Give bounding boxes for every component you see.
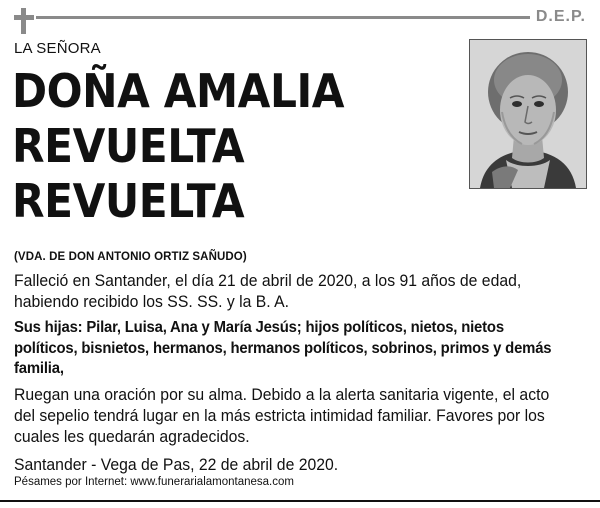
portrait-photo — [469, 39, 587, 189]
portrait-illustration — [470, 40, 586, 188]
cross-icon — [13, 8, 35, 34]
condolences-web: Pésames por Internet: www.funerarialamontanesa.com — [14, 476, 294, 488]
deceased-name — [12, 64, 344, 229]
name-line-3: REVUELTA — [12, 174, 245, 228]
prayer-request: Ruegan una oración por su alma. Debido a la alerta sanitaria vigente, el acto del sepelio tendrá lugar en la más estricta intimidad familiar. Favores por los cuales les quedarán agradecidos. — [14, 386, 550, 446]
footer-rule — [0, 500, 600, 502]
dep-label: D.E.P. — [535, 8, 586, 25]
widow-of: (VDA. DE DON ANTONIO ORTIZ SAÑUDO) — [14, 251, 247, 263]
name-line-1: DOÑA AMALIA — [12, 64, 345, 118]
name-line-2: REVUELTA — [12, 119, 245, 173]
header-rule — [36, 16, 530, 19]
family-list: Sus hijas: Pilar, Luisa, Ana y María Jesús; hijos políticos, nietos, nietos políticos, bisnietos, hermanos, hermanos políticos, sobrinos, primos y demás familia, — [14, 319, 552, 377]
honorific: LA SEÑORA — [14, 40, 101, 57]
death-notice: Falleció en Santander, el día 21 de abril de 2020, a los 91 años de edad, habiendo recibido los SS. SS. y la B. A. — [14, 272, 522, 311]
place-date: Santander - Vega de Pas, 22 de abril de 2020. — [14, 456, 339, 474]
